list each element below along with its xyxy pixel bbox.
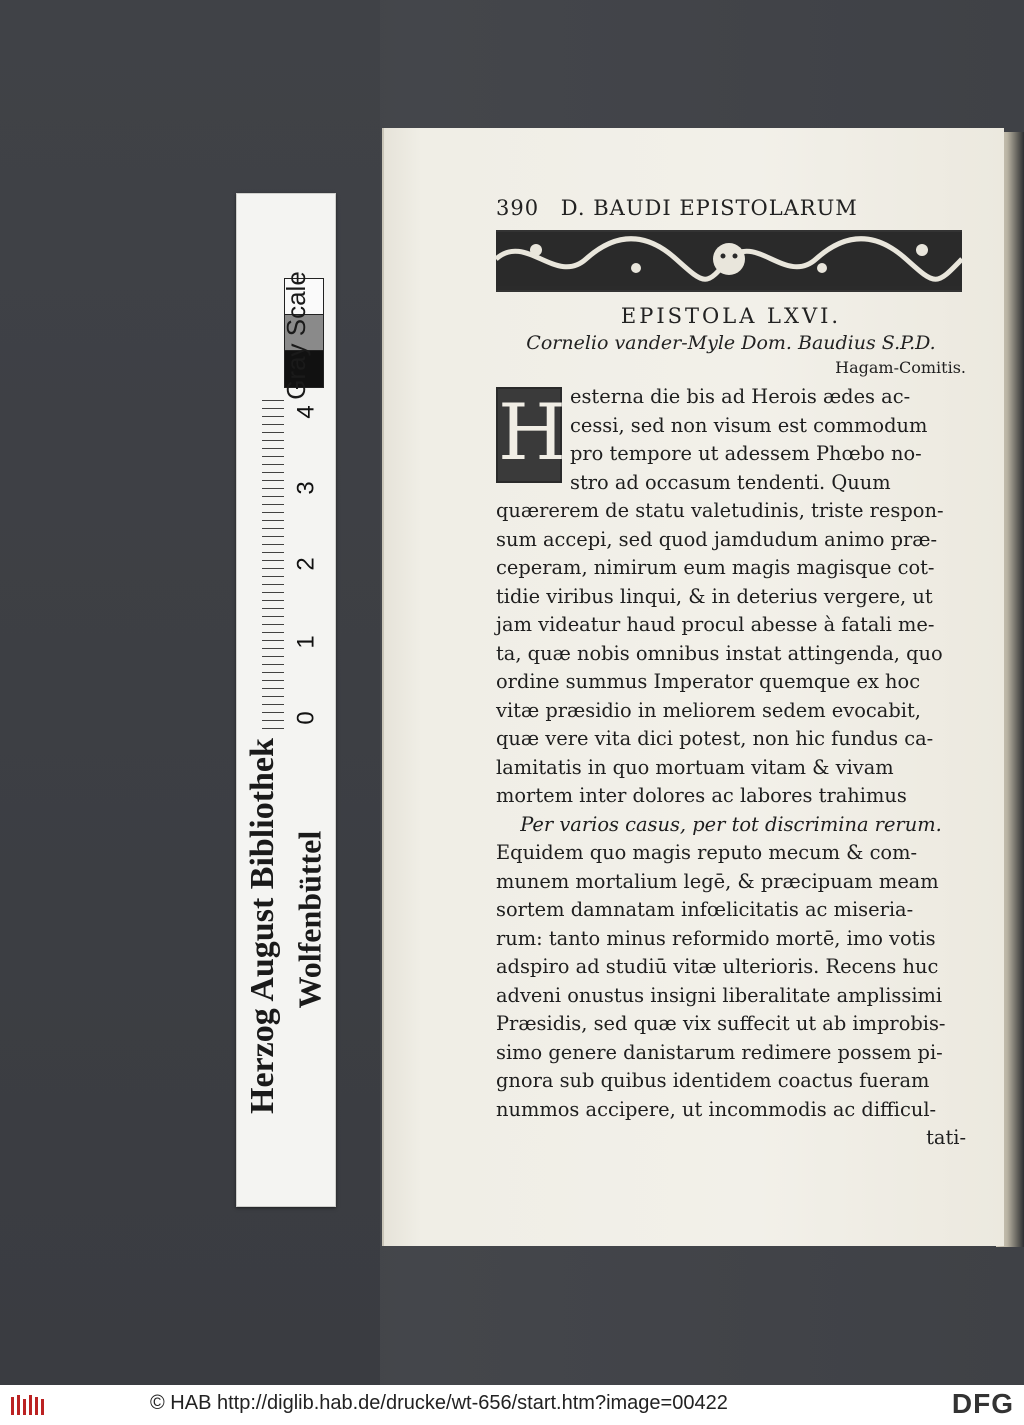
text-line: adspiro ad studiū vitæ ulterioris. Recens huc — [496, 955, 939, 978]
text-line: ta, quæ nobis omnibus instat attingenda, quo — [496, 641, 943, 665]
text-line: adveni onustus insigni liberalitate amplissimi — [496, 983, 943, 1007]
epistle-title: EPISTOLA LXVI. — [620, 304, 842, 328]
text-line: lamitatis in quo mortuam vitam & vivam — [496, 755, 894, 779]
letter-body — [496, 383, 966, 1153]
initial-letter: H — [498, 388, 567, 478]
text-line: gnora sub quibus identidem coactus fueram — [496, 1069, 930, 1092]
hab-logo-icon — [10, 1393, 46, 1417]
text-line: rum: tanto minus reformido mortē, imo votis — [496, 926, 936, 950]
decorated-initial — [496, 387, 567, 483]
running-header — [496, 196, 966, 220]
text-line: simo genere danistarum redimere possem pi- — [496, 1040, 943, 1064]
running-head: D. BAUDI EPISTOLARUM — [560, 196, 858, 220]
copyright-link[interactable]: © HAB http://diglib.hab.de/drucke/wt-656/start.htm?image=00422 — [150, 1392, 728, 1414]
catchword: tati- — [926, 1126, 966, 1149]
text-line: jam videatur haud procul abesse à fatali me- — [496, 613, 935, 636]
ruler-number: 1 — [292, 635, 320, 649]
verse-line: Per varios casus, per tot discrimina rerum. — [520, 812, 942, 836]
text-line: Equidem quo magis reputo mecum & com- — [496, 841, 918, 864]
footer-bar — [0, 1385, 1024, 1425]
addressee-line: Cornelio vander-Myle Dom. Baudius S.P.D. — [526, 332, 936, 354]
text-line: quæ vere vita dici potest, non hic fundus ca- — [496, 727, 934, 750]
text-line: cessi, sed non visum est commodum — [570, 413, 928, 437]
ruler-number: 2 — [292, 557, 320, 571]
gray-scale-label: Gray Scale — [280, 271, 311, 400]
text-line: mortem inter dolores ac labores trahimus — [496, 784, 907, 807]
page-number: 390 — [496, 196, 540, 220]
text-line: Præsidis, sed quæ vix suffecit ut ab improbis- — [496, 1012, 946, 1035]
place-line: Hagam-Comitis. — [835, 358, 966, 377]
text-line: quærerem de statu valetudinis, triste respon- — [496, 499, 944, 522]
ruler-ticks — [262, 400, 284, 730]
text-line: sum accepi, sed quod jamdudum animo præ- — [496, 527, 938, 551]
ruler-number: 0 — [292, 711, 320, 725]
text-line: esterna die bis ad Herois ædes ac- — [570, 385, 911, 408]
text-line: vitæ præsidio in meliorem sedem evocabit, — [496, 698, 921, 722]
text-line: pro tempore ut adessem Phœbo no- — [570, 442, 922, 465]
text-line: stro ad occasum tendenti. Quum — [570, 470, 891, 494]
text-line: sortem damnatam infœlicitatis ac miseria- — [496, 898, 914, 921]
text-line: nummos accipere, ut incommodis ac difficul- — [496, 1097, 937, 1121]
institution-city: Wolfenbüttel — [291, 830, 328, 1009]
ruler-number: 3 — [292, 481, 320, 495]
institution-name: Herzog August Bibliothek — [244, 738, 281, 1114]
book-page — [382, 128, 1004, 1246]
text-line: tidie viribus linqui, & in deterius vergere, ut — [496, 584, 933, 608]
text-line: munem mortalium legē, & præcipuam meam — [496, 869, 939, 893]
text-line: ceperam, nimirum eum magis magisque cot- — [496, 556, 935, 579]
ruler-number: 4 — [292, 405, 320, 419]
dfg-logo: DFG — [951, 1388, 1014, 1419]
text-line: ordine summus Imperator quemque ex hoc — [496, 670, 921, 693]
ornament-band — [496, 230, 962, 292]
page-content — [496, 196, 966, 1153]
